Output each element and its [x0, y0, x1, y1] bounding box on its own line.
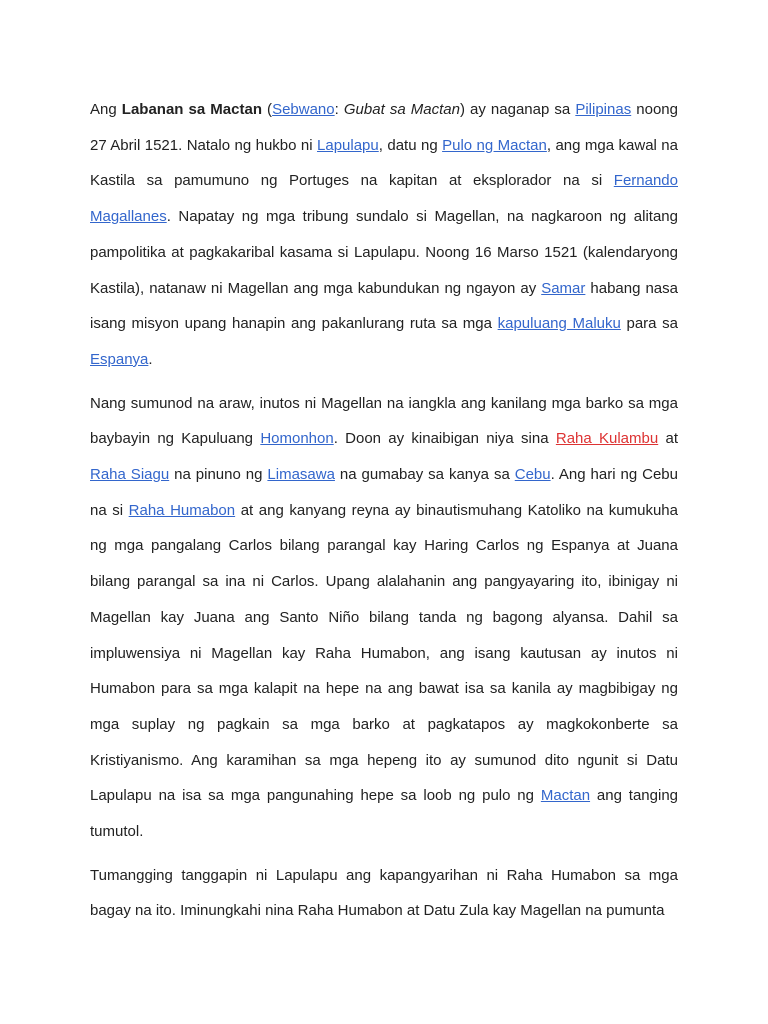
- text-run: . Ang hari ng Cebu na si: [90, 466, 678, 519]
- text-run: at ang kanyang reyna ay binautismuhang Katoliko na kumukuha ng mga pangalang Carlos bilang parangal kay Haring Carlos ng Espanya at Juana bilang parangal sa ina ni Carlos. Upang alalahanin ang pangyayaring ito, ibinigay ni Magellan kay Juana ang Santo Niño bilang tanda ng bagong alyansa. Dahil sa impluwensiya ni Magellan kay Raha Humabon, ang isang kautusan ay inutos ni Humabon para sa mga kalapit na hepe na ang bawat isa sa kanila ay magbibigay ng mga suplay ng pagkain sa mga barko at pagkatapos ay magkokonberte sa Kristiyanismo. Ang karamihan sa mga hepeng ito ay sumunod dito ngunit si Datu Lapulapu na isa sa mga pangunahing hepe sa loob ng pulo ng: [90, 501, 678, 805]
- link-mactan[interactable]: Mactan: [540, 787, 591, 805]
- text-run: na gumabay sa kanya sa: [334, 466, 515, 484]
- text-run: , datu ng: [378, 136, 443, 154]
- link-homonhon[interactable]: Homonhon: [260, 430, 334, 448]
- link-raha-humabon[interactable]: Raha Humabon: [128, 501, 236, 519]
- text-run: para sa: [620, 315, 678, 333]
- link-pilipinas[interactable]: Pilipinas: [575, 101, 632, 118]
- text-run: na pinuno ng: [169, 466, 268, 484]
- paragraph-2: [90, 386, 678, 850]
- link-raha-kulambu[interactable]: Raha Kulambu: [555, 430, 659, 448]
- link-pulo-ng-mactan[interactable]: Pulo ng Mactan: [442, 136, 547, 154]
- paragraph-1: [90, 92, 678, 378]
- text-run: . Napatay ng mga tribung sundalo si Magellan, na nagkaroon ng alitang pampolitika at pagkakaribal kasama si Lapulapu. Noong 16 Marso 1521 (kalendaryong Kastila), natanaw ni Magellan ang mga kabundukan ng ngayon ay: [90, 208, 678, 297]
- link-limasawa[interactable]: Limasawa: [267, 466, 335, 484]
- text-run: .: [148, 350, 153, 368]
- link-samar[interactable]: Samar: [541, 279, 586, 297]
- text-run: ) ay naganap sa: [459, 101, 576, 118]
- link-sebwano[interactable]: Sebwano: [272, 101, 335, 118]
- article-body: [90, 92, 678, 929]
- bold-term: Labanan sa Mactan: [121, 101, 262, 118]
- paragraph-3: [90, 858, 678, 929]
- text-run: :: [334, 101, 344, 118]
- text-run: . Doon ay kinaibigan niya sina: [333, 430, 556, 448]
- text-run: Tumangging tanggapin ni Lapulapu ang kapangyarihan ni Raha Humabon sa mga bagay na ito. Iminungkahi nina Raha Humabon at Datu Zula kay Magellan na pumunta: [90, 866, 678, 920]
- link-kapuluang-maluku[interactable]: kapuluang Maluku: [497, 315, 621, 333]
- text-run: Nang sumunod na araw, inutos ni Magellan na iangkla ang kanilang mga barko sa mga baybayin ng Kapuluang: [90, 394, 678, 448]
- text-run: habang nasa isang misyon upang hanapin ang pakanlurang ruta sa mga: [90, 279, 678, 333]
- text-run: at: [658, 430, 678, 448]
- text-run: (: [261, 101, 273, 118]
- link-raha-siagu[interactable]: Raha Siagu: [90, 466, 170, 484]
- text-run: Ang: [90, 101, 122, 118]
- link-fernando-magallanes[interactable]: Fernando Magallanes: [90, 172, 678, 226]
- text-run: , ang mga kawal na Kastila sa pamumuno ng Portuges na kapitan at eksplorador na si: [90, 136, 678, 190]
- link-lapulapu[interactable]: Lapulapu: [317, 136, 379, 154]
- text-run: ang tanging tumutol.: [90, 787, 678, 841]
- text-run: noong 27 Abril 1521. Natalo ng hukbo ni: [90, 101, 678, 154]
- italic-term: Gubat sa Mactan: [343, 101, 460, 118]
- link-espanya[interactable]: Espanya: [90, 350, 149, 368]
- link-cebu[interactable]: Cebu: [514, 466, 551, 484]
